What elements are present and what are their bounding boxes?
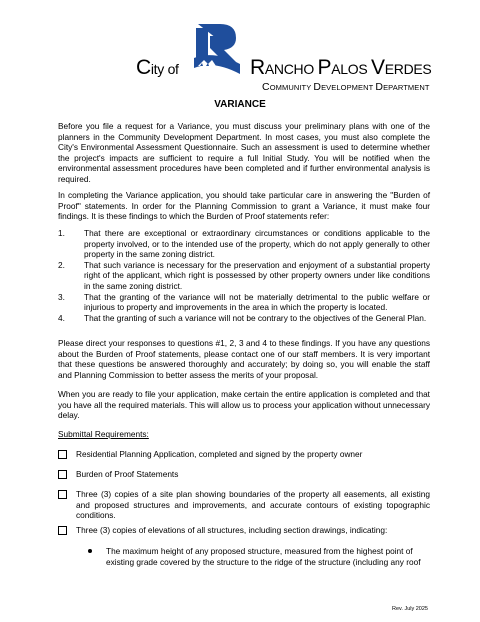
requirement-item: Residential Planning Application, completed and signed by the property owner: [58, 449, 430, 460]
revision-date: Rev. July 2025: [392, 606, 428, 612]
document-title: VARIANCE: [214, 99, 266, 110]
findings-list: [58, 228, 430, 323]
requirement-item: Three (3) copies of a site plan showing boundaries of the property all easements, all existing and proposed structures and improvements, and accurate contours of existing topographic conditions.: [58, 489, 430, 521]
bullet-icon: [88, 549, 92, 553]
responses-paragraph: Please direct your responses to questions #1, 2, 3 and 4 to these findings. If you have any questions about the Burden of Proof statements, please contact one of our staff members. It is very important that these questions be answered thoroughly and accurately; by doing so, you will enable the staff and Planning Commission to better assess the merits of your proposal.: [58, 338, 430, 380]
letterhead: [0, 22, 480, 100]
finding-item: 1. That there are exceptional or extraordinary circumstances or conditions applicable to the property involved, or to the intended use of the property, which do not apply generally to other property in the same zoning district.: [58, 228, 430, 260]
requirement-item: Burden of Proof Statements: [58, 469, 430, 480]
finding-item: 4. That the granting of such a variance will not be contrary to the objectives of the General Plan.: [58, 312, 427, 323]
city-of-label: City of: [136, 56, 179, 79]
city-name: RANCHO PALOS VERDES: [250, 56, 432, 79]
finding-item: 2. That such variance is necessary for the preservation and enjoyment of a substantial property right of the applicant, which right is possessed by other property owners under like conditions in the same zoning district.: [58, 259, 430, 291]
city-logo: [190, 22, 244, 82]
ready-to-file-paragraph: When you are ready to file your application, make certain the entire application is completed and that you have all the required materials. This will allow us to process your application without unnecessary delay.: [58, 389, 431, 421]
sub-bullet-item: The maximum height of any proposed structure, measured from the highest point of existing grade covered by the structure to the ridge of the structure (including any roof: [88, 546, 430, 567]
submittal-heading: Submittal Requirements:: [58, 429, 149, 439]
intro-paragraph: Before you file a request for a Variance, you must discuss your preliminary plans with one of the planners in the Community Development Department. In most cases, you must also complete the City's Environmental Assessment Questionnaire. Such an assessment is used to determine whether the project's impacts are sufficient to require a full Initial Study. You will be notified when the environmental assessment procedures have been completed and if further environmental analysis is required.: [58, 121, 430, 184]
department-name: COMMUNITY DEVELOPMENT DEPARTMENT: [262, 81, 430, 93]
checkbox-icon: [58, 526, 67, 535]
checkbox-icon: [58, 450, 67, 459]
burden-intro-paragraph: In completing the Variance application, you should take particular care in answering the "Burden of Proof" statements. In order for the Planning Commission to grant a Variance, it must make four findings. It is these findings to which the Burden of Proof statements refer:: [58, 190, 430, 222]
requirement-item: Three (3) copies of elevations of all structures, including section drawings, indicating:: [58, 525, 430, 536]
checkbox-icon: [58, 470, 67, 479]
checkbox-icon: [58, 490, 67, 499]
finding-item: 3. That the granting of the variance will not be materially detrimental to the public welfare or injurious to property and improvements in the area in which the property is located.: [58, 291, 430, 313]
